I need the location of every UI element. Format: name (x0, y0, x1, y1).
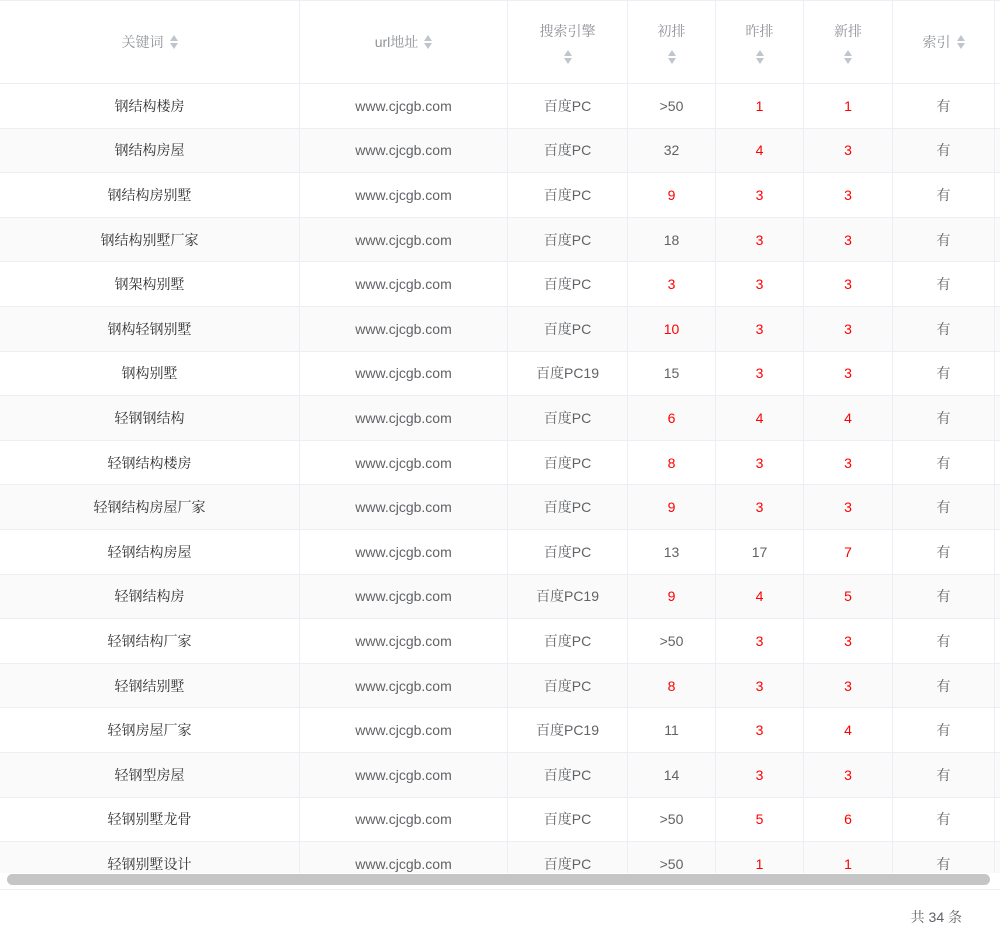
index-cell: 有 (893, 441, 995, 486)
keyword-cell: 轻钢结构房屋厂家 (0, 485, 300, 530)
keyword-cell: 轻钢结构厂家 (0, 619, 300, 664)
new-rank-cell: 3 (804, 753, 893, 798)
clipped-cell (995, 842, 1000, 873)
url-cell: www.cjcgb.com (300, 530, 508, 575)
index-cell: 有 (893, 664, 995, 709)
init-rank-cell: 11 (628, 708, 716, 753)
new-rank-cell: 4 (804, 396, 893, 441)
new-rank-cell: 3 (804, 173, 893, 218)
clipped-cell (995, 664, 1000, 709)
table-bottom-divider (0, 889, 1000, 890)
engine-cell: 百度PC (508, 262, 628, 307)
column-header-label: 索引 (922, 34, 951, 50)
clipped-cell (995, 575, 1000, 620)
yesterday-rank-cell: 3 (716, 352, 804, 397)
column-header-content (804, 1, 892, 83)
scrollbar-thumb[interactable] (7, 874, 990, 885)
table-row (0, 664, 1000, 709)
table-row (0, 441, 1000, 486)
column-header-content (122, 32, 178, 52)
table-row (0, 798, 1000, 843)
sort-descending-icon[interactable] (668, 58, 676, 64)
clipped-cell (995, 84, 1000, 129)
yesterday-rank-cell: 1 (716, 84, 804, 129)
new-rank-cell: 5 (804, 575, 893, 620)
clipped-cell (995, 485, 1000, 530)
new-rank-cell: 1 (804, 84, 893, 129)
sort-ascending-icon[interactable] (668, 50, 676, 56)
yesterday-rank-cell: 3 (716, 485, 804, 530)
clipped-cell (995, 708, 1000, 753)
yesterday-rank-cell: 3 (716, 619, 804, 664)
url-cell: www.cjcgb.com (300, 352, 508, 397)
table-row (0, 485, 1000, 530)
clipped-cell (995, 798, 1000, 843)
column-header-index[interactable] (893, 1, 995, 84)
new-rank-cell: 3 (804, 352, 893, 397)
init-rank-cell: 18 (628, 218, 716, 263)
init-rank-cell: 6 (628, 396, 716, 441)
table-row (0, 619, 1000, 664)
index-cell: 有 (893, 619, 995, 664)
engine-cell: 百度PC (508, 798, 628, 843)
url-cell: www.cjcgb.com (300, 441, 508, 486)
new-rank-cell: 3 (804, 307, 893, 352)
sort-caret-icon[interactable] (844, 50, 852, 64)
index-cell: 有 (893, 396, 995, 441)
keyword-rank-table (0, 1, 1000, 873)
yesterday-rank-cell: 3 (716, 753, 804, 798)
table-row (0, 173, 1000, 218)
clipped-cell (995, 530, 1000, 575)
yesterday-rank-cell: 17 (716, 530, 804, 575)
engine-cell: 百度PC (508, 485, 628, 530)
new-rank-cell: 6 (804, 798, 893, 843)
yesterday-rank-cell: 3 (716, 173, 804, 218)
yesterday-rank-cell: 3 (716, 218, 804, 263)
clipped-cell (995, 352, 1000, 397)
new-rank-cell: 3 (804, 664, 893, 709)
index-cell: 有 (893, 842, 995, 873)
new-rank-cell: 3 (804, 485, 893, 530)
engine-cell: 百度PC19 (508, 352, 628, 397)
column-header-content (923, 32, 965, 52)
clipped-cell (995, 218, 1000, 263)
table-row (0, 352, 1000, 397)
init-rank-cell: 9 (628, 173, 716, 218)
column-header-content (716, 1, 803, 83)
new-rank-cell: 7 (804, 530, 893, 575)
clipped-cell (995, 753, 1000, 798)
sort-caret-icon[interactable] (424, 35, 432, 49)
url-cell: www.cjcgb.com (300, 708, 508, 753)
yesterday-rank-cell: 4 (716, 396, 804, 441)
keyword-cell: 钢结构楼房 (0, 84, 300, 129)
keyword-cell: 轻钢结构楼房 (0, 441, 300, 486)
keyword-cell: 轻钢钢结构 (0, 396, 300, 441)
keyword-cell: 钢构轻钢别墅 (0, 307, 300, 352)
keyword-cell: 钢结构别墅厂家 (0, 218, 300, 263)
init-rank-cell: >50 (628, 842, 716, 873)
keyword-cell: 轻钢结构房 (0, 575, 300, 620)
new-rank-cell: 1 (804, 842, 893, 873)
sort-caret-icon[interactable] (170, 35, 178, 49)
engine-cell: 百度PC19 (508, 575, 628, 620)
engine-cell: 百度PC (508, 753, 628, 798)
keyword-cell: 钢架构别墅 (0, 262, 300, 307)
new-rank-cell: 3 (804, 262, 893, 307)
table-row (0, 575, 1000, 620)
table-row (0, 84, 1000, 129)
engine-cell: 百度PC (508, 664, 628, 709)
engine-cell: 百度PC (508, 173, 628, 218)
sort-descending-icon[interactable] (564, 58, 572, 64)
url-cell: www.cjcgb.com (300, 396, 508, 441)
table-row (0, 307, 1000, 352)
column-header-content (508, 1, 627, 83)
sort-ascending-icon[interactable] (170, 35, 178, 41)
table-header (0, 1, 1000, 84)
init-rank-cell: 15 (628, 352, 716, 397)
index-cell: 有 (893, 262, 995, 307)
url-cell: www.cjcgb.com (300, 753, 508, 798)
url-cell: www.cjcgb.com (300, 262, 508, 307)
yesterday-rank-cell: 4 (716, 129, 804, 174)
table-row (0, 753, 1000, 798)
init-rank-cell: >50 (628, 84, 716, 129)
index-cell: 有 (893, 485, 995, 530)
index-cell: 有 (893, 173, 995, 218)
table-row (0, 218, 1000, 263)
sort-ascending-icon[interactable] (424, 35, 432, 41)
sort-caret-icon[interactable] (668, 50, 676, 64)
url-cell: www.cjcgb.com (300, 664, 508, 709)
engine-cell: 百度PC (508, 84, 628, 129)
index-cell: 有 (893, 708, 995, 753)
init-rank-cell: 9 (628, 575, 716, 620)
column-header-init-rank[interactable] (628, 1, 716, 84)
url-cell: www.cjcgb.com (300, 129, 508, 174)
engine-cell: 百度PC (508, 307, 628, 352)
url-cell: www.cjcgb.com (300, 173, 508, 218)
sort-ascending-icon[interactable] (957, 35, 965, 41)
yesterday-rank-cell: 1 (716, 842, 804, 873)
url-cell: www.cjcgb.com (300, 84, 508, 129)
engine-cell: 百度PC (508, 842, 628, 873)
keyword-cell: 轻钢结构房屋 (0, 530, 300, 575)
engine-cell: 百度PC (508, 530, 628, 575)
total-count: 共 34 条 (910, 909, 962, 925)
url-cell: www.cjcgb.com (300, 842, 508, 873)
clipped-cell (995, 619, 1000, 664)
table-row (0, 842, 1000, 873)
table-row (0, 530, 1000, 575)
keyword-cell: 钢结构房别墅 (0, 173, 300, 218)
column-header-label: 新排 (834, 22, 862, 39)
url-cell: www.cjcgb.com (300, 575, 508, 620)
engine-cell: 百度PC (508, 619, 628, 664)
index-cell: 有 (893, 84, 995, 129)
table-row (0, 396, 1000, 441)
engine-cell: 百度PC (508, 129, 628, 174)
engine-cell: 百度PC (508, 218, 628, 263)
sort-descending-icon[interactable] (424, 43, 432, 49)
init-rank-cell: 8 (628, 441, 716, 486)
horizontal-scrollbar[interactable] (0, 874, 1000, 885)
sort-caret-icon[interactable] (957, 35, 965, 49)
keyword-cell: 轻钢别墅龙骨 (0, 798, 300, 843)
url-cell: www.cjcgb.com (300, 619, 508, 664)
url-cell: www.cjcgb.com (300, 218, 508, 263)
index-cell: 有 (893, 753, 995, 798)
column-header-engine[interactable] (508, 1, 628, 84)
init-rank-cell: >50 (628, 798, 716, 843)
table-row (0, 708, 1000, 753)
init-rank-cell: 13 (628, 530, 716, 575)
index-cell: 有 (893, 218, 995, 263)
sort-ascending-icon[interactable] (564, 50, 572, 56)
index-cell: 有 (893, 307, 995, 352)
yesterday-rank-cell: 5 (716, 798, 804, 843)
column-header-keyword[interactable] (0, 1, 300, 84)
yesterday-rank-cell: 3 (716, 262, 804, 307)
column-header-content (375, 32, 433, 52)
new-rank-cell: 3 (804, 129, 893, 174)
sort-caret-icon[interactable] (756, 50, 764, 64)
new-rank-cell: 3 (804, 619, 893, 664)
column-header-url[interactable] (300, 1, 508, 84)
keyword-cell: 轻钢型房屋 (0, 753, 300, 798)
clipped-column-header (995, 1, 1000, 84)
url-cell: www.cjcgb.com (300, 485, 508, 530)
table-row (0, 129, 1000, 174)
index-cell: 有 (893, 798, 995, 843)
column-header-label: 搜索引擎 (539, 22, 596, 39)
clipped-cell (995, 441, 1000, 486)
clipped-cell (995, 396, 1000, 441)
yesterday-rank-cell: 3 (716, 708, 804, 753)
keyword-cell: 轻钢别墅设计 (0, 842, 300, 873)
sort-ascending-icon[interactable] (756, 50, 764, 56)
clipped-cell (995, 173, 1000, 218)
sort-descending-icon[interactable] (844, 58, 852, 64)
table-row (0, 262, 1000, 307)
column-header-label: url地址 (374, 34, 419, 50)
sort-caret-icon[interactable] (564, 50, 572, 64)
yesterday-rank-cell: 4 (716, 575, 804, 620)
engine-cell: 百度PC19 (508, 708, 628, 753)
column-header-content (628, 1, 715, 83)
keyword-cell: 轻钢结别墅 (0, 664, 300, 709)
sort-descending-icon[interactable] (170, 43, 178, 49)
column-header-label: 关键词 (121, 34, 164, 50)
keyword-cell: 钢构别墅 (0, 352, 300, 397)
new-rank-cell: 4 (804, 708, 893, 753)
new-rank-cell: 3 (804, 441, 893, 486)
sort-descending-icon[interactable] (957, 43, 965, 49)
column-header-label: 初排 (657, 22, 686, 39)
yesterday-rank-cell: 3 (716, 664, 804, 709)
clipped-cell (995, 129, 1000, 174)
index-cell: 有 (893, 129, 995, 174)
init-rank-cell: >50 (628, 619, 716, 664)
init-rank-cell: 9 (628, 485, 716, 530)
keyword-cell: 钢结构房屋 (0, 129, 300, 174)
index-cell: 有 (893, 530, 995, 575)
sort-ascending-icon[interactable] (844, 50, 852, 56)
sort-descending-icon[interactable] (756, 58, 764, 64)
url-cell: www.cjcgb.com (300, 798, 508, 843)
clipped-cell (995, 262, 1000, 307)
yesterday-rank-cell: 3 (716, 441, 804, 486)
pagination-footer (0, 907, 1000, 927)
keyword-cell: 轻钢房屋厂家 (0, 708, 300, 753)
column-header-label: 昨排 (745, 22, 774, 39)
engine-cell: 百度PC (508, 441, 628, 486)
column-header-new-rank[interactable] (804, 1, 893, 84)
index-cell: 有 (893, 575, 995, 620)
engine-cell: 百度PC (508, 396, 628, 441)
init-rank-cell: 32 (628, 129, 716, 174)
init-rank-cell: 3 (628, 262, 716, 307)
init-rank-cell: 10 (628, 307, 716, 352)
init-rank-cell: 14 (628, 753, 716, 798)
new-rank-cell: 3 (804, 218, 893, 263)
url-cell: www.cjcgb.com (300, 307, 508, 352)
column-header-yesterday-rank[interactable] (716, 1, 804, 84)
clipped-cell (995, 307, 1000, 352)
yesterday-rank-cell: 3 (716, 307, 804, 352)
init-rank-cell: 8 (628, 664, 716, 709)
index-cell: 有 (893, 352, 995, 397)
